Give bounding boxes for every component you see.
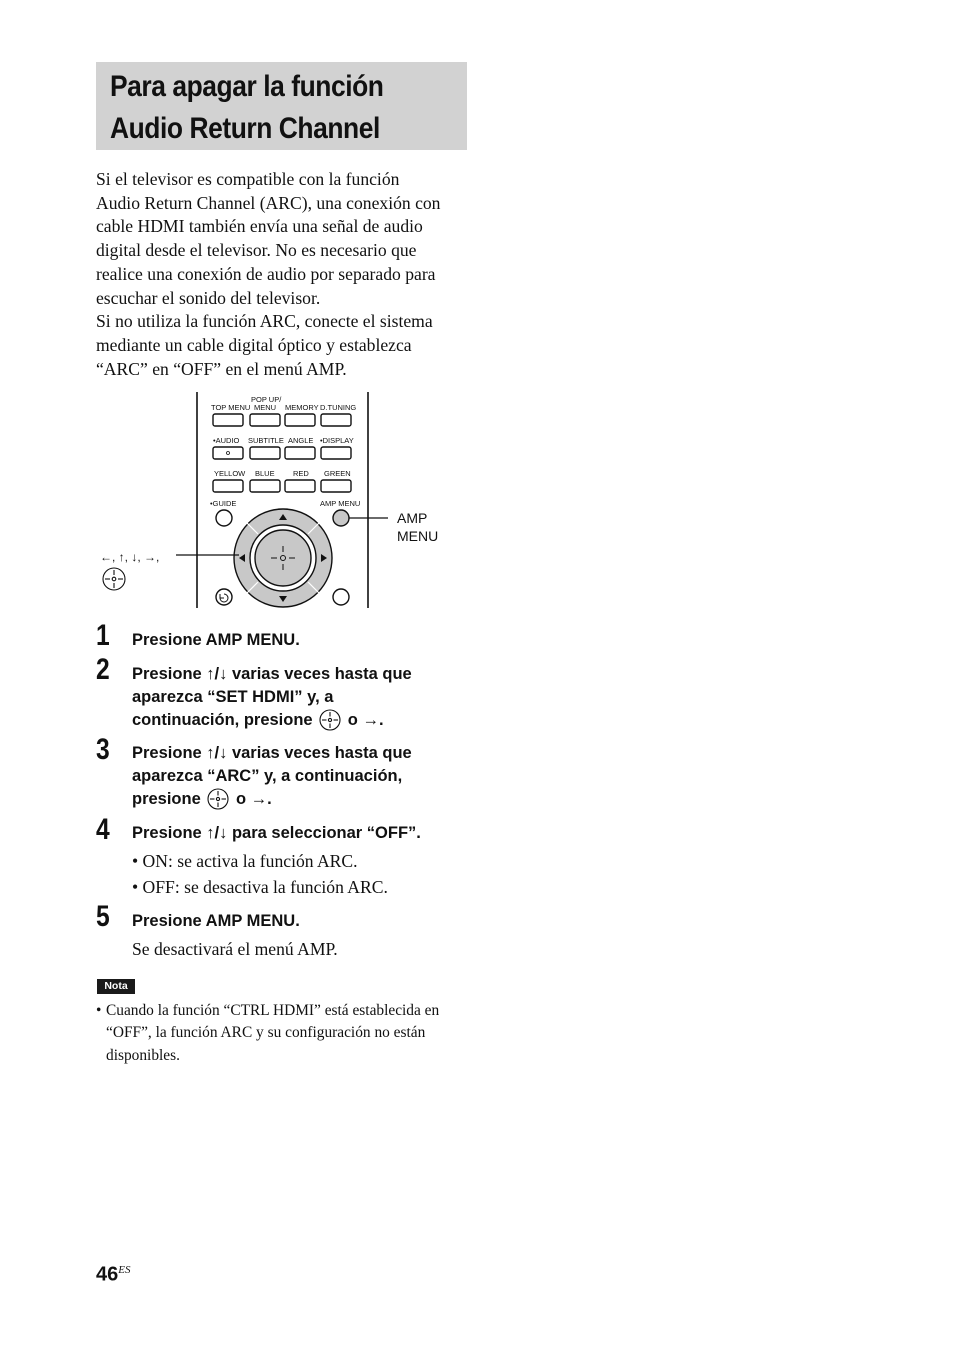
return-icon (220, 594, 228, 602)
section-title-line-2: Audio Return Channel (110, 112, 380, 145)
step-2-number: 2 (96, 653, 110, 686)
subtitle-key (250, 447, 280, 459)
popup-menu-key (250, 414, 280, 426)
step-4-option-on: • ON: se activa la función ARC. (132, 851, 358, 871)
section-title (110, 66, 412, 150)
label-guide: •GUIDE (210, 499, 237, 508)
guide-key (216, 510, 232, 526)
step-2-line-2: aparezca “SET HDMI” y, a (132, 688, 334, 706)
step-3-line-2: aparezca “ARC” y, a continuación, (132, 767, 403, 785)
note-badge: Nota (97, 979, 135, 994)
label-yellow: YELLOW (214, 469, 246, 478)
page-number-value: 46 (96, 1263, 119, 1286)
label-popup-1: POP UP/ (251, 395, 282, 404)
audio-key-dot (227, 452, 230, 455)
option-key (333, 589, 349, 605)
amp-menu-key (333, 510, 349, 526)
amp-menu-callout-1: AMP (397, 510, 428, 526)
step-3-line-3: presione (132, 790, 201, 808)
intro-line: digital desde el televisor. No es necesario que (96, 240, 417, 261)
step-3-line-1: Presione ↑/↓ varias veces hasta que (132, 744, 412, 762)
angle-key (285, 447, 315, 459)
step-4-option-off: • OFF: se desactiva la función ARC. (132, 877, 388, 897)
label-display: •DISPLAY (320, 436, 354, 445)
page-number (96, 1258, 130, 1287)
note-line: Cuando la función “CTRL HDMI” está establecida en (106, 1002, 440, 1019)
intro-line: realice una conexión de audio por separado para (96, 263, 436, 284)
section-title-line-1: Para apagar la función (110, 70, 384, 103)
step-5-result: Se desactivará el menú AMP. (132, 939, 338, 959)
label-top-menu: TOP MENU (211, 403, 251, 412)
remote-control-illustration (96, 390, 456, 612)
display-key (321, 447, 351, 459)
step-4-number: 4 (96, 813, 110, 846)
note-text (96, 1000, 471, 1067)
intro-line: “ARC” en “OFF” en el menú AMP. (96, 358, 347, 379)
amp-menu-callout-2: MENU (397, 528, 439, 544)
label-blue: BLUE (255, 469, 275, 478)
intro-line: Si no utiliza la función ARC, conecte el sistema (96, 311, 433, 332)
enter-button-icon (319, 709, 341, 731)
audio-key (213, 447, 243, 459)
remote-diagram (96, 390, 456, 612)
intro-text (96, 168, 476, 381)
intro-line: cable HDMI también envía una señal de audio (96, 216, 423, 237)
top-menu-key (213, 414, 243, 426)
intro-paragraph-2 (96, 310, 476, 381)
blue-key (250, 480, 280, 492)
dtuning-key (321, 414, 351, 426)
step-1-number: 1 (96, 619, 110, 652)
enter-callout-icon (103, 568, 125, 590)
arrows-callout-label: ←, ↑, ↓, →, (100, 550, 160, 564)
label-dtuning: D.TUNING (320, 403, 357, 412)
enter-button-icon (207, 788, 229, 810)
return-key (216, 589, 232, 605)
step-3-number: 3 (96, 733, 110, 766)
intro-paragraph-1 (96, 168, 476, 310)
note-bullet: • (96, 1002, 102, 1019)
step-5-text: Presione AMP MENU. (132, 912, 300, 930)
yellow-key (213, 480, 243, 492)
note-line: disponibles. (106, 1046, 180, 1064)
step-3-text (132, 742, 477, 811)
label-memory: MEMORY (285, 403, 319, 412)
label-subtitle: SUBTITLE (248, 436, 284, 445)
intro-line: Si el televisor es compatible con la función (96, 169, 400, 189)
step-5-number: 5 (96, 900, 110, 933)
red-key (285, 480, 315, 492)
step-3-line-3-end: o →. (235, 790, 272, 808)
label-green: GREEN (324, 469, 351, 478)
enter-key (255, 530, 311, 586)
step-2-text (132, 663, 477, 732)
label-angle: ANGLE (288, 436, 314, 445)
step-1-text: Presione AMP MENU. (132, 631, 300, 649)
intro-line: mediante un cable digital óptico y establezca (96, 334, 412, 355)
intro-line: Audio Return Channel (ARC), una conexión con (96, 192, 441, 213)
memory-key (285, 414, 315, 426)
section-title-box (96, 62, 467, 150)
step-2-line-3: continuación, presione (132, 711, 313, 729)
step-4-text: Presione ↑/↓ para seleccionar “OFF”. (132, 824, 421, 842)
page-language-suffix: ES (118, 1264, 131, 1276)
green-key (321, 480, 351, 492)
label-amp-menu: AMP MENU (320, 499, 361, 508)
note-line: “OFF”, la función ARC y su configuración no están (106, 1024, 426, 1042)
label-red: RED (293, 469, 309, 478)
step-2-line-1: Presione ↑/↓ varias veces hasta que (132, 665, 412, 683)
intro-line: escuchar el sonido del televisor. (96, 287, 321, 308)
step-2-line-3-end: o →. (347, 711, 384, 729)
label-audio: •AUDIO (213, 436, 240, 445)
label-popup-2: MENU (254, 403, 277, 412)
